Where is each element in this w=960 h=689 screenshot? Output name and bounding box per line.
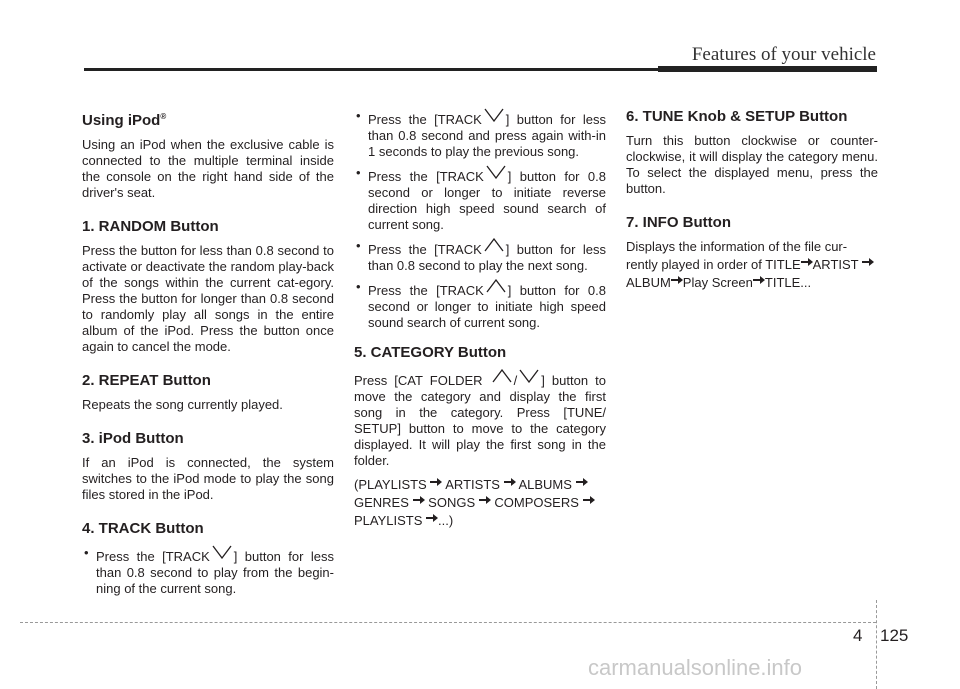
category-order: (PLAYLISTS ARTISTS ALBUMS GENRES SONGS COMPOSERS PLAYLISTS ...) bbox=[354, 475, 606, 529]
random-text: Press the button for less than 0.8 second to activate or deactivate the random play-back of the songs within the current cat-egory. Press the button for longer than 0.8 second to randomly play all songs in the entire album of the iPod. Press the button once again to cancel the mode. bbox=[82, 243, 334, 354]
arrow-right-icon bbox=[504, 475, 516, 485]
chevron-down-icon bbox=[483, 108, 505, 122]
info-text: Displays the information of the file cur-rently played in order of TITLE ARTIST ALBUM Play Screen TITLE... bbox=[626, 239, 878, 291]
list-item: • Press the [TRACK ] button for less than 0.8 second to play the next song. bbox=[356, 238, 606, 273]
arrow-right-icon bbox=[583, 493, 595, 503]
track-list bbox=[82, 545, 334, 597]
registered-mark: ® bbox=[160, 112, 167, 121]
list-item: • Press the [TRACK ] button for less than 0.8 second to play from the begin-ning of the current song. bbox=[84, 545, 334, 596]
tune-text: Turn this button clockwise or counter-clockwise, it will display the category menu. To select the displayed menu, press the button. bbox=[626, 133, 878, 196]
info-heading: 7. INFO Button bbox=[626, 214, 731, 231]
chapter-number: 4 bbox=[853, 626, 863, 645]
chevron-down-icon bbox=[211, 545, 233, 559]
watermark: carmanualsonline.info bbox=[588, 655, 803, 680]
page-header-title: Features of your vehicle bbox=[691, 44, 876, 65]
bullet: • bbox=[356, 238, 361, 253]
bullet: • bbox=[356, 279, 361, 294]
bullet: • bbox=[356, 165, 361, 180]
random-heading: 1. RANDOM Button bbox=[82, 218, 219, 235]
ipod-heading: 3. iPod Button bbox=[82, 430, 184, 447]
arrow-right-icon bbox=[862, 255, 874, 265]
arrow-right-icon bbox=[413, 493, 425, 503]
arrow-right-icon bbox=[671, 273, 683, 283]
track-list-continued bbox=[354, 108, 606, 331]
track-heading: 4. TRACK Button bbox=[82, 520, 204, 537]
chevron-down-icon bbox=[518, 369, 540, 383]
arrow-right-icon bbox=[479, 493, 491, 503]
category-text: Press [CAT FOLDER / ] button to move the category and display the first song in the category. Press [TUNE/ SETUP] button to move to the category displayed. It will play the first song in the folder. bbox=[354, 369, 606, 469]
arrow-right-icon bbox=[753, 273, 765, 283]
list-item: • Press the [TRACK ] button for less than 0.8 second and press again with-in 1 seconds to play the previous song. bbox=[356, 108, 606, 159]
list-item: • Press the [TRACK ] button for 0.8 second or longer to initiate high speed sound search of current song. bbox=[356, 279, 606, 330]
column-1 bbox=[82, 108, 334, 610]
repeat-text: Repeats the song currently played. bbox=[82, 397, 283, 412]
chevron-down-icon bbox=[485, 165, 507, 179]
arrow-right-icon bbox=[801, 255, 813, 265]
using-ipod-text: Using an iPod when the exclusive cable is connected to the multiple terminal inside the console on the right hand side of the driver's seat. bbox=[82, 137, 334, 200]
column-2 bbox=[354, 108, 606, 546]
ipod-text: If an iPod is connected, the system switches to the iPod mode to play the song files stored in the iPod. bbox=[82, 455, 334, 502]
arrow-right-icon bbox=[576, 475, 588, 485]
chevron-up-icon bbox=[491, 369, 513, 383]
arrow-right-icon bbox=[426, 511, 438, 521]
bullet: • bbox=[84, 545, 89, 560]
chevron-up-icon bbox=[483, 238, 505, 252]
header-tab bbox=[658, 66, 877, 72]
tune-heading: 6. TUNE Knob & SETUP Button bbox=[626, 108, 848, 125]
repeat-heading: 2. REPEAT Button bbox=[82, 372, 211, 389]
footer-vertical-divider bbox=[876, 600, 877, 689]
page-number: 125 bbox=[880, 626, 909, 645]
using-ipod-heading: Using iPod® bbox=[82, 112, 167, 129]
bullet: • bbox=[356, 108, 361, 123]
chevron-up-icon bbox=[485, 279, 507, 293]
footer-divider bbox=[20, 622, 876, 623]
column-3 bbox=[626, 108, 878, 308]
list-item: • Press the [TRACK ] button for 0.8 second or longer to initiate reverse direction high speed sound search of current song. bbox=[356, 165, 606, 232]
category-heading: 5. CATEGORY Button bbox=[354, 344, 507, 361]
arrow-right-icon bbox=[430, 475, 442, 485]
